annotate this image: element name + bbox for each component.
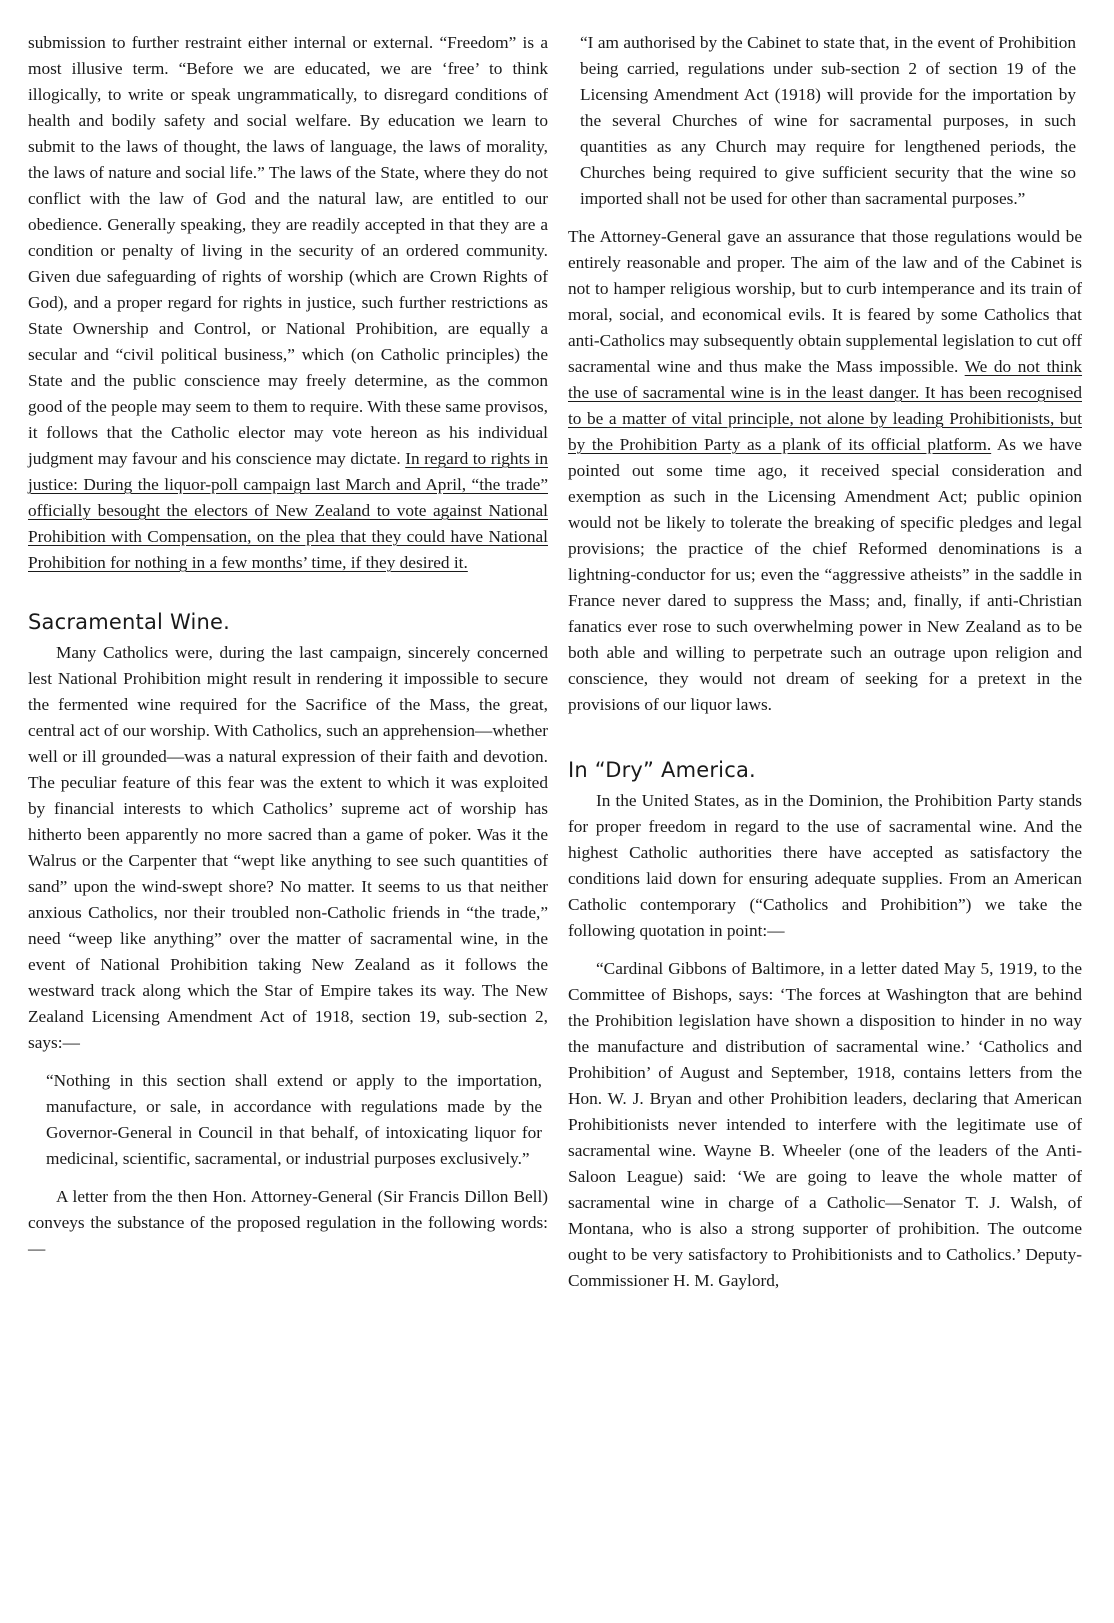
right-column bbox=[568, 30, 1082, 1294]
underlined-passage-trade: In regard to rights in justice: During the liquor-poll campaign last March and April, “the trade” officially besought the electors of New Zealand to vote against National Prohibition with Compensation, on the plea that they could have National Prohibition for nothing in a few months’ time, if they desired it. bbox=[28, 449, 549, 572]
left-column bbox=[28, 30, 548, 1262]
paragraph-freedom bbox=[28, 30, 548, 576]
paragraph-attorney-assurance bbox=[568, 224, 1082, 718]
paragraph-assurance-start: The Attorney-General gave an assurance that those regulations would be entirely reasonable and proper. The aim of the law and of the Cabinet is not to hamper religious worship, but to curb intemperance and its train of moral, social, and economical evils. It is feared by some Catholics that anti-Catholics may subsequently obtain supplemental legislation to cut off sacramental wine and thus make the Mass impossible. bbox=[568, 227, 1082, 376]
paragraph-sacramental-wine: Many Catholics were, during the last campaign, sincerely concerned lest National Prohibition might result in rendering it impossible to secure the fermented wine required for the Sacrifice of the Mass, the great, central act of our worship. With Catholics, such an apprehension—whether well or ill grounded—was a natural expression of their faith and devotion. The peculiar feature of this fear was the extent to which it was exploited by financial interests to which Catholics’ supreme act of worship has hitherto been apparently no more sacred than a game of poker. Was it the Walrus or the Carpenter that “wept like anything to see such quantities of sand” upon the wind-swept shore? No matter. It seems to us that neither anxious Catholics, nor their troubled non-Catholic friends in “the trade,” need “weep like anything” over the matter of sacramental wine, in the event of National Prohibition taking New Zealand as it follows the westward track along which the Star of Empire takes its way. The New Zealand Licensing Amendment Act of 1918, section 19, sub-section 2, says:— bbox=[28, 643, 548, 1052]
paragraph-united-states: In the United States, as in the Dominion, the Prohibition Party stands for proper freedom in regard to the use of sacramental wine. And the highest Catholic authorities there have accepted as satisfactory the conditions laid down for ensuring adequate supplies. From an American Catholic contemporary (“Catholics and Prohibition”) we take the following quotation in point:— bbox=[568, 791, 1082, 940]
quote-licensing-act: “Nothing in this section shall extend or apply to the importation, manufacture, or sale, in accordance with regulations made by the Governor-General in Council in that behalf, of intoxicating liquor for medicinal, scientific, sacramental, or industrial purposes exclusively.” bbox=[46, 1071, 542, 1168]
paragraph-assurance-end: As we have pointed out some time ago, it received special consideration and exemption as such in the Licensing Amendment Act; public opinion would not be likely to tolerate the breaking of specific pledges and legal provisions; the practice of the chief Reformed denominations is a lightning-conductor for us; even the “aggressive atheists” in the saddle in France never dared to suppress the Mass; and, finally, if anti-Christian fanatics ever rose to such overwhelming power in New Zealand as to be both able and willing to perpetrate such an outrage upon religion and conscience, they would not dream of seeking for a pretext in the provisions of our liquor laws. bbox=[568, 435, 1082, 714]
underlined-passage-sacramental-wine: We do not think the use of sacramental wine is in the least danger. It has been recognised to be a matter of vital principle, not alone by leading Prohibitionists, but by the Prohibition Party as a plank of its official platform. bbox=[568, 357, 1083, 454]
quote-cardinal-gibbons: “Cardinal Gibbons of Baltimore, in a letter dated May 5, 1919, to the Committee of Bishops, says: ‘The forces at Washington that are behind the Prohibition legislation have shown a disposition to hinder in no way the manufacture and distribution of sacramental wine.’ ‘Catholics and Prohibition’ of August and September, 1918, contains letters from the Hon. W. J. Bryan and other Prohibition leaders, declaring that American Prohibitionists never intended to interfere with the legitimate use of sacramental wine. Wayne B. Wheeler (one of the leaders of the Anti-Saloon League) said: ‘We are going to leave the whole matter of sacramental wine in charge of a Catholic—Senator T. J. Walsh, of Montana, who is also a strong supporter of prohibition. The outcome ought to be very satisfactory to Prohibitionists and to Catholics.’ Deputy-Commissioner H. M. Gaylord, bbox=[568, 959, 1082, 1290]
paragraph-freedom-text: submission to further restraint either internal or external. “Freedom” is a most illusive term. “Before we are educated, we are ‘free’ to think illogically, to write or speak ungrammatically, to disregard conditions of health and bodily safety and social welfare. By education we learn to submit to the laws of thought, the laws of language, the laws of morality, the laws of nature and social life.” The laws of the State, where they do not conflict with the law of God and the natural law, are entitled to our obedience. Generally speaking, they are readily accepted in that they are a condition or penalty of living in the security of an ordered community. Given due safeguarding of rights of worship (which are Crown Rights of God), and a proper regard for rights in justice, such further restrictions as State Ownership and Control, or National Prohibition, are equally a secular and “civil political business,” which (on Catholic principles) the State and the public conscience may freely determine, as the common good of the people may seem to them to require. With these same provisos, it follows that the Catholic elector may vote hereon as his individual judgment may favour and his conscience may dictate. bbox=[28, 33, 548, 468]
heading-dry-america: In “Dry” America. bbox=[568, 758, 756, 782]
quote-cabinet: “I am authorised by the Cabinet to state that, in the event of Prohibition being carried, regulations under sub-section 2 of section 19 of the Licensing Amendment Act (1918) will provide for the importation by the several Churches of wine for sacramental purposes, in such quantities as any Church may require for lengthened periods, the Churches being required to give sufficient security that the wine so imported shall not be used for other than sacramental purposes.” bbox=[580, 33, 1076, 208]
paragraph-attorney-letter: A letter from the then Hon. Attorney-General (Sir Francis Dillon Bell) conveys the substance of the proposed regulation in the following words:— bbox=[28, 1187, 548, 1258]
heading-sacramental-wine: Sacramental Wine. bbox=[28, 610, 230, 634]
